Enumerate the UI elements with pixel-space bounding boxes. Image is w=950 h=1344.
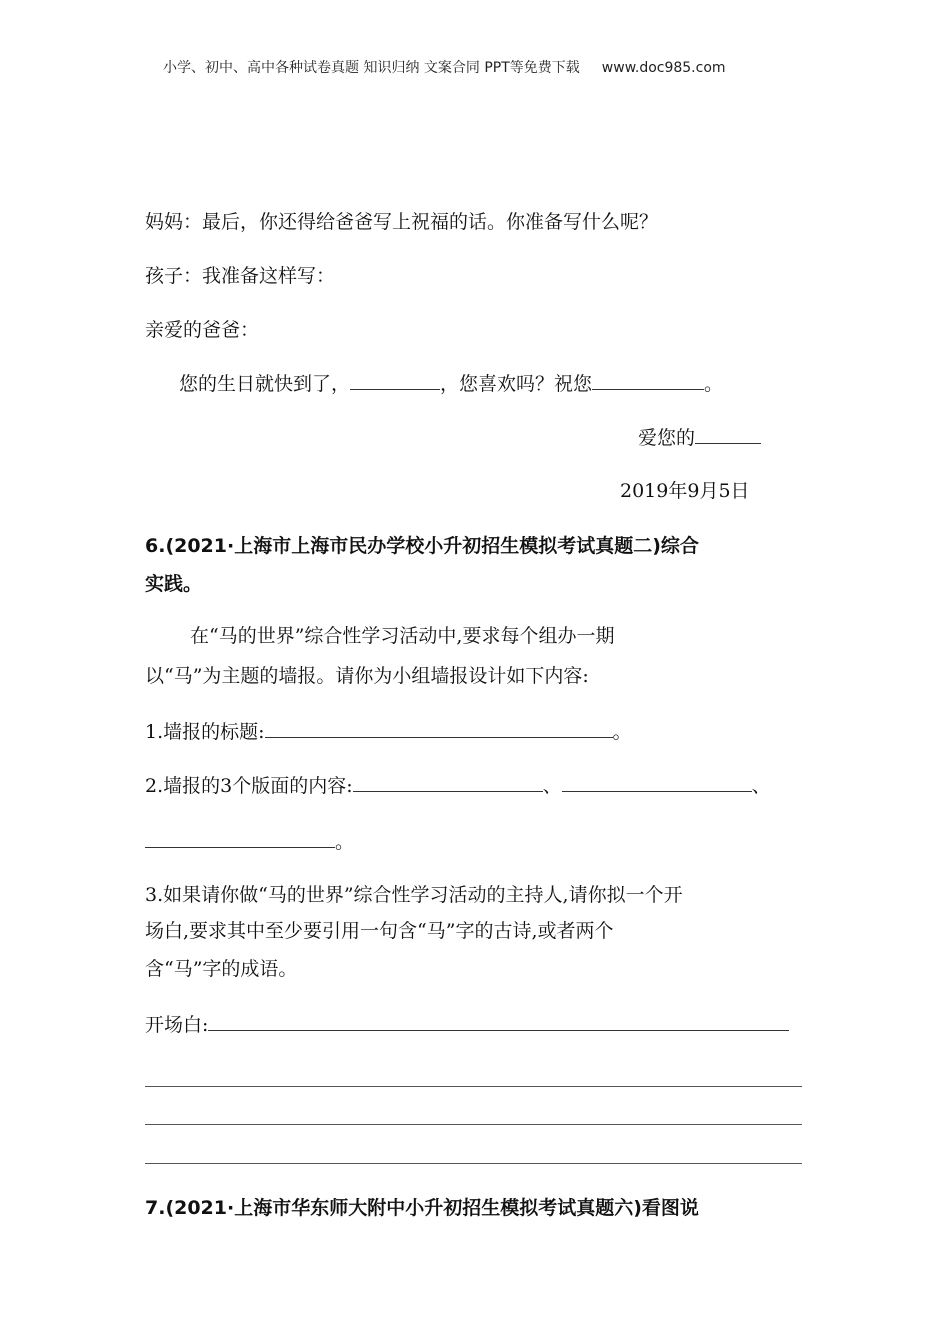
opening-speech-line-4[interactable] — [145, 1163, 802, 1164]
q6-opening-label: 开场白: — [145, 1014, 209, 1036]
q6-opening — [145, 1012, 789, 1037]
panel-content-blank-1[interactable] — [353, 773, 543, 792]
panel-content-blank-3[interactable] — [145, 829, 335, 848]
opening-speech-line-3[interactable] — [145, 1124, 802, 1125]
q6-item3-line3: 含“马”字的成语。 — [145, 958, 298, 980]
letter-body-part3: 。 — [704, 373, 724, 395]
q6-title-line2: 实践。 — [145, 573, 203, 595]
header-tagline: 小学、初中、高中各种试卷真题 知识归纳 文案合同 PPT等免费下载 — [163, 60, 580, 76]
q6-title-line1: 6.(2021·上海市上海市民办学校小升初招生模拟考试真题二)综合 — [145, 535, 699, 557]
letter-blank-wish[interactable] — [592, 371, 704, 390]
dialogue-child-line: 孩子：我准备这样写： — [145, 265, 336, 287]
q6-item3-line2: 场白,要求其中至少要引用一句含“马”字的古诗,或者两个 — [145, 920, 614, 942]
letter-body-part1: 您的生日就快到了， — [179, 373, 351, 395]
q6-item2 — [145, 773, 771, 798]
q6-item2-label: 2.墙报的3个版面的内容: — [145, 775, 353, 797]
letter-body — [179, 371, 723, 396]
q7-title-line1: 7.(2021·上海市华东师大附中小升初招生模拟考试真题六)看图说 — [145, 1197, 699, 1219]
q6-item2-cont — [145, 829, 354, 854]
q6-item1-end: 。 — [612, 721, 632, 743]
q6-item2-sep2: 、 — [751, 775, 771, 797]
page-header — [163, 57, 726, 77]
dialogue-mom-line: 妈妈：最后，你还得给爸爸写上祝福的话。你准备写什么呢？ — [145, 211, 659, 233]
wall-title-blank[interactable] — [265, 719, 613, 738]
q6-intro-line1: 在“马的世界”综合性学习活动中,要求每个组办一期 — [190, 625, 615, 647]
opening-speech-line-2[interactable] — [145, 1086, 802, 1087]
q6-item3-line1: 3.如果请你做“马的世界”综合性学习活动的主持人,请你拟一个开 — [145, 884, 683, 906]
q6-item1 — [145, 719, 632, 744]
letter-body-part2: ，您喜欢吗？祝您 — [440, 373, 593, 395]
q6-item2-sep1: 、 — [542, 775, 562, 797]
panel-content-blank-2[interactable] — [562, 773, 752, 792]
letter-date: 2019年9月5日 — [620, 480, 750, 502]
opening-speech-blank-1[interactable] — [208, 1012, 789, 1031]
letter-closing — [638, 425, 761, 450]
header-site-link[interactable]: www.doc985.com — [601, 60, 726, 76]
letter-salutation: 亲爱的爸爸： — [145, 319, 260, 341]
q6-item1-label: 1.墙报的标题: — [145, 721, 265, 743]
letter-closing-text: 爱您的 — [638, 427, 696, 449]
q6-item2-end: 。 — [335, 831, 355, 853]
letter-blank-signature[interactable] — [695, 425, 761, 444]
letter-blank-gift[interactable] — [350, 371, 440, 390]
q6-intro-line2: 以“马”为主题的墙报。请你为小组墙报设计如下内容: — [145, 665, 589, 687]
